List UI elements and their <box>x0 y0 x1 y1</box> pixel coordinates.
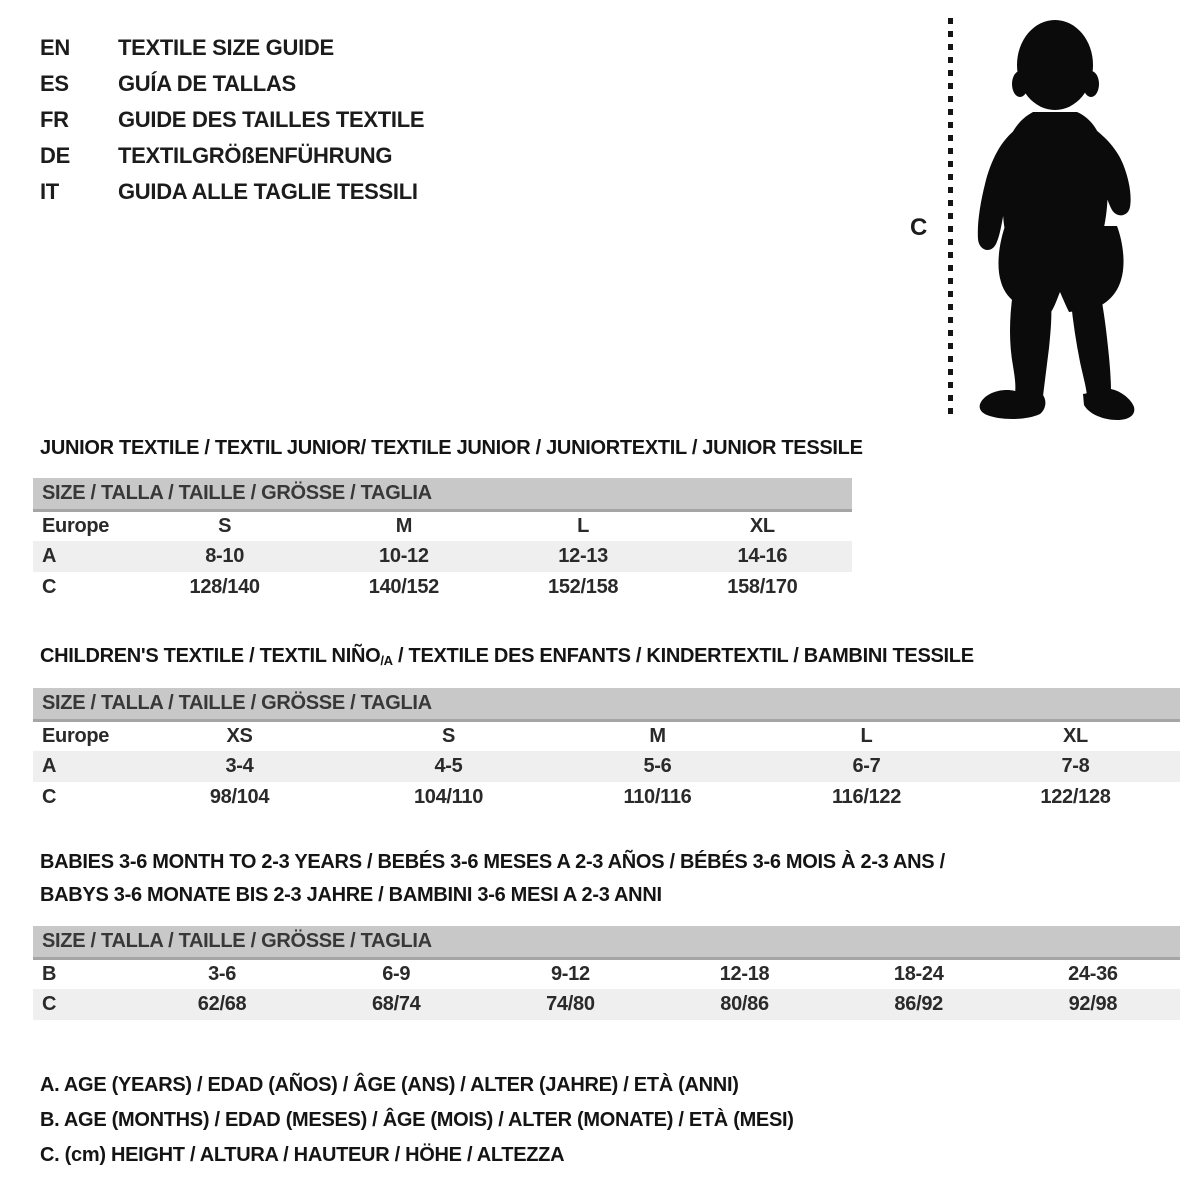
table-row <box>33 541 852 572</box>
cell: 7-8 <box>971 751 1180 782</box>
children-title-sub: /A <box>380 653 393 668</box>
cell: XL <box>1063 724 1088 747</box>
size-header-cell: SIZE / TALLA / TAILLE / GRÖSSE / TAGLIA <box>33 926 1180 958</box>
language-row-en <box>40 30 424 66</box>
babies-title-line1: BABIES 3-6 MONTH TO 2-3 YEARS / BEBÉS 3-6 MESES A 2-3 AÑOS / BÉBÉS 3-6 MOIS À 2-3 ANS / <box>40 851 945 873</box>
language-row-fr <box>40 102 424 138</box>
table-row <box>33 510 852 541</box>
cell: 9-12 <box>550 962 590 985</box>
cell: 8-10 <box>135 541 314 572</box>
table-header-row <box>33 478 852 510</box>
legend-line-b: B. AGE (MONTHS) / EDAD (MESES) / ÂGE (MOIS) / ALTER (MONATE) / ETÀ (MESI) <box>40 1109 794 1131</box>
cell: 5-6 <box>553 751 762 782</box>
row-label: C <box>42 786 57 808</box>
language-row-es <box>40 66 424 102</box>
cell: 110/116 <box>623 786 692 808</box>
table-row <box>33 989 1180 1020</box>
language-code: DE <box>40 143 70 168</box>
cell: 6-9 <box>382 962 411 985</box>
cell: 24-36 <box>1068 962 1118 985</box>
toddler-silhouette-icon <box>963 14 1145 422</box>
cell: 80/86 <box>657 989 831 1020</box>
cell: L <box>577 514 590 537</box>
legend-line-a: A. AGE (YEARS) / EDAD (AÑOS) / ÂGE (ANS) / ALTER (JAHRE) / ETÀ (ANNI) <box>40 1074 739 1096</box>
cell: 74/80 <box>483 989 657 1020</box>
cell: S <box>218 514 232 537</box>
babies-section-title <box>40 846 945 912</box>
cell: 68/74 <box>309 989 483 1020</box>
cell: 18-24 <box>893 962 944 985</box>
table-row <box>33 751 1180 782</box>
language-code: EN <box>40 35 70 60</box>
language-code: FR <box>40 107 69 132</box>
cell: 98/104 <box>209 786 270 808</box>
language-title: GUIDA ALLE TAGLIE TESSILI <box>118 179 418 204</box>
cell: 152/158 <box>548 576 619 598</box>
height-measure-label: C <box>910 214 928 241</box>
language-title: TEXTILE SIZE GUIDE <box>118 35 334 60</box>
cell: 104/110 <box>413 786 484 808</box>
language-title: TEXTILGRÖßENFÜHRUNG <box>118 143 393 168</box>
cell: 4-5 <box>344 751 553 782</box>
junior-section-title: JUNIOR TEXTILE / TEXTIL JUNIOR/ TEXTILE JUNIOR / JUNIORTEXTIL / JUNIOR TESSILE <box>40 437 863 459</box>
language-title: GUIDE DES TAILLES TEXTILE <box>118 107 425 132</box>
cell: XL <box>749 514 775 537</box>
height-measure-dashed-line <box>948 18 953 416</box>
legend-line-c: C. (cm) HEIGHT / ALTURA / HAUTEUR / HÖHE / ALTEZZA <box>40 1144 565 1166</box>
cell: 14-16 <box>673 541 852 572</box>
row-label: A <box>33 541 135 572</box>
cell: S <box>441 724 456 747</box>
row-label: B <box>42 962 57 985</box>
junior-size-table <box>33 478 852 603</box>
row-label: C <box>33 989 135 1020</box>
children-title-pre: CHILDREN'S TEXTILE / TEXTIL NIÑO <box>40 645 381 667</box>
table-row <box>33 958 1180 989</box>
table-row <box>33 782 1180 813</box>
cell: 62/68 <box>135 989 309 1020</box>
row-label: A <box>33 751 135 782</box>
language-row-de <box>40 138 424 174</box>
cell: L <box>860 724 873 747</box>
cell: XS <box>226 724 253 747</box>
children-size-table <box>33 688 1180 813</box>
cell: 10-12 <box>314 541 493 572</box>
children-section-title <box>40 645 974 668</box>
cell: 12-18 <box>719 962 770 985</box>
cell: M <box>395 514 413 537</box>
table-header-row <box>33 688 1180 720</box>
cell: 92/98 <box>1006 989 1180 1020</box>
table-row <box>33 572 852 603</box>
cell: 3-4 <box>135 751 344 782</box>
size-header-cell: SIZE / TALLA / TAILLE / GRÖSSE / TAGLIA <box>33 688 1180 720</box>
children-title-post: / TEXTILE DES ENFANTS / KINDERTEXTIL / BAMBINI TESSILE <box>392 645 974 667</box>
cell: 86/92 <box>832 989 1006 1020</box>
language-title: GUÍA DE TALLAS <box>118 71 296 96</box>
cell: 116/122 <box>831 786 902 808</box>
babies-size-table <box>33 926 1180 1020</box>
table-header-row <box>33 926 1180 958</box>
cell: M <box>649 724 666 747</box>
cell: 3-6 <box>208 962 237 985</box>
cell: 128/140 <box>189 576 260 598</box>
cell: 6-7 <box>762 751 971 782</box>
measurement-legend <box>40 1068 794 1173</box>
row-label: Europe <box>42 514 110 537</box>
language-code: IT <box>40 179 59 204</box>
cell: 158/170 <box>727 576 798 598</box>
row-label: Europe <box>42 724 110 747</box>
language-row-it <box>40 174 424 210</box>
cell: 12-13 <box>494 541 673 572</box>
language-list <box>40 30 424 210</box>
babies-title-line2: BABYS 3-6 MONATE BIS 2-3 JAHRE / BAMBINI 3-6 MESI A 2-3 ANNI <box>40 884 662 906</box>
size-header-cell: SIZE / TALLA / TAILLE / GRÖSSE / TAGLIA <box>33 478 852 510</box>
language-code: ES <box>40 71 69 96</box>
cell: 122/128 <box>1040 786 1111 808</box>
row-label: C <box>42 576 57 598</box>
table-row <box>33 720 1180 751</box>
cell: 140/152 <box>368 576 439 598</box>
